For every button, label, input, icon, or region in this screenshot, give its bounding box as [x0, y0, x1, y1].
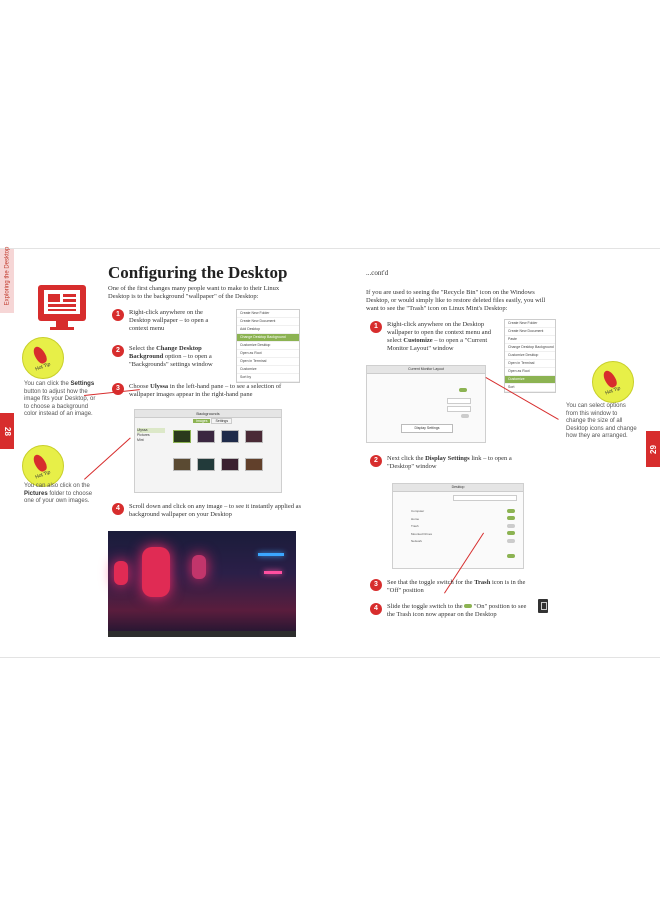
menu-item[interactable]: Create New Folder	[505, 320, 555, 328]
step-left-4: 4 Scroll down and click on any image – to see it instantly applied as background wallpaper on your Desktop	[112, 503, 302, 519]
dropdown[interactable]	[447, 398, 471, 404]
menu-item[interactable]: Open in Terminal	[237, 358, 299, 366]
sidebar-item-mint[interactable]: Mint	[137, 438, 144, 442]
page-number-left: 28	[0, 413, 14, 449]
section-label: Exploring the Desktop	[4, 246, 11, 306]
tab-settings[interactable]: Settings	[211, 418, 232, 424]
page-title: Configuring the Desktop	[108, 263, 288, 282]
wallpaper-thumb[interactable]	[245, 458, 263, 471]
trash-icon	[538, 599, 548, 613]
section-tab	[0, 246, 14, 313]
lantern	[114, 561, 128, 585]
backgrounds-window	[134, 409, 282, 493]
desktop-items-list: Computer Home Trash Mounted Drives Network	[411, 509, 433, 543]
wallpaper-thumb[interactable]	[173, 458, 191, 471]
menu-item[interactable]: Open as Root	[505, 368, 555, 376]
wallpaper-thumb[interactable]	[221, 458, 239, 471]
menu-item[interactable]: Customize Desktop	[237, 342, 299, 350]
context-menu-left	[236, 309, 300, 383]
toggle-home[interactable]	[507, 516, 515, 520]
menu-item-change-background[interactable]: Change Desktop Background	[237, 334, 299, 342]
book-spread	[0, 248, 660, 658]
wallpaper-thumb[interactable]	[245, 430, 263, 443]
step-right-2: 2 Next click the Display Settings link – to open a "Desktop" window	[370, 455, 540, 471]
wallpaper-thumb[interactable]	[173, 430, 191, 443]
menu-item[interactable]: Sort by	[237, 374, 299, 382]
contd-heading: ...cont'd	[366, 269, 389, 277]
taskbar	[108, 631, 296, 637]
toggle-computer[interactable]	[507, 509, 515, 513]
toggle-switch[interactable]	[459, 388, 467, 392]
bg-sidebar	[137, 428, 165, 443]
window-title: Desktop	[393, 484, 523, 492]
menu-item[interactable]: Sort	[505, 384, 555, 392]
hot-tip-badge-2: Hot Tip	[22, 445, 64, 487]
tip-display-options: You can select options from this window to change the size of all Desktop icons and change how they are arranged.	[566, 403, 637, 439]
neon-sign	[258, 553, 284, 556]
menu-item[interactable]: Paste	[505, 336, 555, 344]
step-right-4: 4 Slide the toggle switch to the "On" position to see the Trash icon now appear on the Desktop	[370, 603, 532, 619]
window-title: Backgrounds	[135, 410, 281, 418]
desktop-monitor-icon	[38, 285, 86, 321]
layout-dropdown[interactable]	[453, 495, 517, 501]
current-monitor-window	[366, 365, 486, 443]
toggle-on-icon	[464, 604, 472, 608]
desktop-settings-window	[392, 483, 524, 569]
menu-item[interactable]: Open in Terminal	[505, 360, 555, 368]
toggle-switch[interactable]	[461, 414, 469, 418]
step-left-3: 3 Choose Ulyssa in the left-hand pane – to see a selection of wallpaper images appear in the right-hand pane	[112, 383, 302, 399]
tip-settings: You can click the Settings button to adjust how the image fits your Desktop, or to choose a background color instead of an image.	[24, 381, 96, 417]
context-menu-right	[504, 319, 556, 393]
wallpaper-thumb[interactable]	[197, 458, 215, 471]
tip-pictures: You can also click on the Pictures folder to choose one of your own images.	[24, 483, 93, 504]
step-right-3: 3 See that the toggle switch for the Trash icon is in the "Off" position	[370, 579, 540, 595]
hot-tip-badge-3: Hot Tip	[592, 361, 634, 403]
intro-paragraph: One of the first changes many people want to make to their Linux Desktop is to the background "wallpaper" of the Desktop:	[108, 285, 280, 300]
tab-images[interactable]: Images	[193, 419, 210, 423]
menu-item[interactable]: Customize	[237, 366, 299, 374]
callout-line	[84, 438, 131, 480]
page-number-right: 29	[646, 431, 660, 467]
hot-tip-badge-1: Hot Tip	[22, 337, 64, 379]
neon-sign	[264, 571, 282, 574]
menu-item[interactable]: Change Desktop Background	[505, 344, 555, 352]
lantern	[192, 555, 206, 579]
menu-item[interactable]: Open as Root	[237, 350, 299, 358]
intro-paragraph-right: If you are used to seeing the "Recycle Bin" icon on the Windows Desktop, or would simply like to restore deleted files easily, you will want to see the "Trash" icon on Linux Mint's Desktop:	[366, 289, 546, 312]
window-title: Current Monitor Layout	[367, 366, 485, 374]
menu-item[interactable]: Customize Desktop	[505, 352, 555, 360]
menu-item-customize[interactable]: Customize	[505, 376, 555, 384]
sidebar-item-ulyssa[interactable]: Ulyssa	[137, 428, 165, 433]
menu-item[interactable]: Add Desktop	[237, 326, 299, 334]
step-left-1: 1 Right-click anywhere on the Desktop wallpaper – to open a context menu	[112, 309, 224, 333]
lantern	[142, 547, 170, 597]
toggle-trash[interactable]	[507, 524, 515, 528]
toggle-switch[interactable]	[507, 554, 515, 558]
display-settings-button[interactable]: Display Settings	[401, 424, 453, 433]
sidebar-item-pictures[interactable]: Pictures	[137, 433, 150, 437]
wallpaper-thumb[interactable]	[197, 430, 215, 443]
menu-item[interactable]: Create New Document	[505, 328, 555, 336]
toggle-network[interactable]	[507, 539, 515, 543]
step-right-1: 1 Right-click anywhere on the Desktop wallpaper to open the context menu and select Customize – to open a "Current Monitor Layout" window	[370, 321, 504, 353]
menu-item[interactable]: Create New Folder	[237, 310, 299, 318]
toggle-mounted-drives[interactable]	[507, 531, 515, 535]
wallpaper-thumb[interactable]	[221, 430, 239, 443]
dropdown[interactable]	[447, 406, 471, 412]
desktop-wallpaper-photo	[108, 531, 296, 637]
step-left-2: 2 Select the Change Desktop Background option – to open a "Backgrounds" settings window	[112, 345, 224, 369]
bg-tabs	[193, 419, 232, 423]
menu-item[interactable]: Create New Document	[237, 318, 299, 326]
